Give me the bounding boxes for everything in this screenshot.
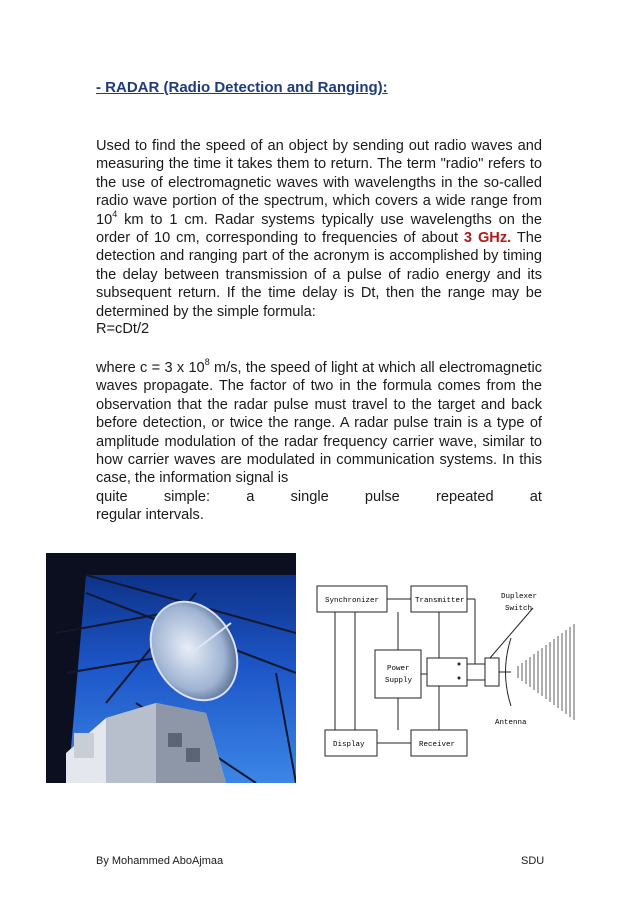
- footer-author: By Mohammed AboAjmaa: [96, 855, 224, 867]
- intro-paragraph: Used to find the speed of an object by sending out radio waves and measuring the time it takes them to return. The term "radio" refers to the use of electromagnetic waves with wavelengths in the so-called radio wave portion of the spectrum, which covers a wide range from $10^4$ km to 1 cm. Radar systems typically use wavelengths on the order of 10 cm, corresponding to frequencies of about 3 GHz. The detection and ranging part of the acronym is accomplished by timing the delay between transmission of a pulse of radio energy and its subsequent return. If the time delay is Dt, then the range may be determined by the simple formula:: [96, 138, 542, 320]
- page-heading: - RADAR (Radio Detection and Ranging):: [96, 79, 388, 96]
- radar-block-diagram: [315, 578, 580, 763]
- antenna-label: Antenna: [495, 719, 527, 727]
- transmitter-label: Transmitter: [415, 597, 465, 605]
- range-formula: R=cDt/2: [96, 321, 150, 337]
- frequency-highlight: 3 GHz.: [463, 230, 512, 247]
- radar-dish-photo: [46, 553, 296, 783]
- explanation-paragraph: where c = 3 x $10^8$ m/s, the speed of light at which all electromagnetic waves propagate. The factor of two in the formula comes from the observation that the radar pulse must travel to the target and back before detection, or twice the range. A radar pulse train is a type of amplitude modulation of the radar frequency carrier wave, similar to how carrier waves are modulated in communication systems. In this case, the information signal is quite simple: a single pulse repeated at regular intervals.: [96, 357, 542, 524]
- footer-org: SDU: [521, 855, 545, 867]
- supply-label: Supply: [385, 677, 413, 685]
- justified-line: quite simple: a single pulse repeated at: [96, 488, 542, 505]
- switch-label: Switch: [505, 605, 533, 613]
- display-label: Display: [333, 741, 365, 749]
- duplexer-label: Duplexer: [501, 593, 538, 601]
- receiver-label: Receiver: [419, 741, 456, 749]
- synchronizer-label: Synchronizer: [325, 597, 380, 605]
- power-label: Power: [387, 665, 410, 673]
